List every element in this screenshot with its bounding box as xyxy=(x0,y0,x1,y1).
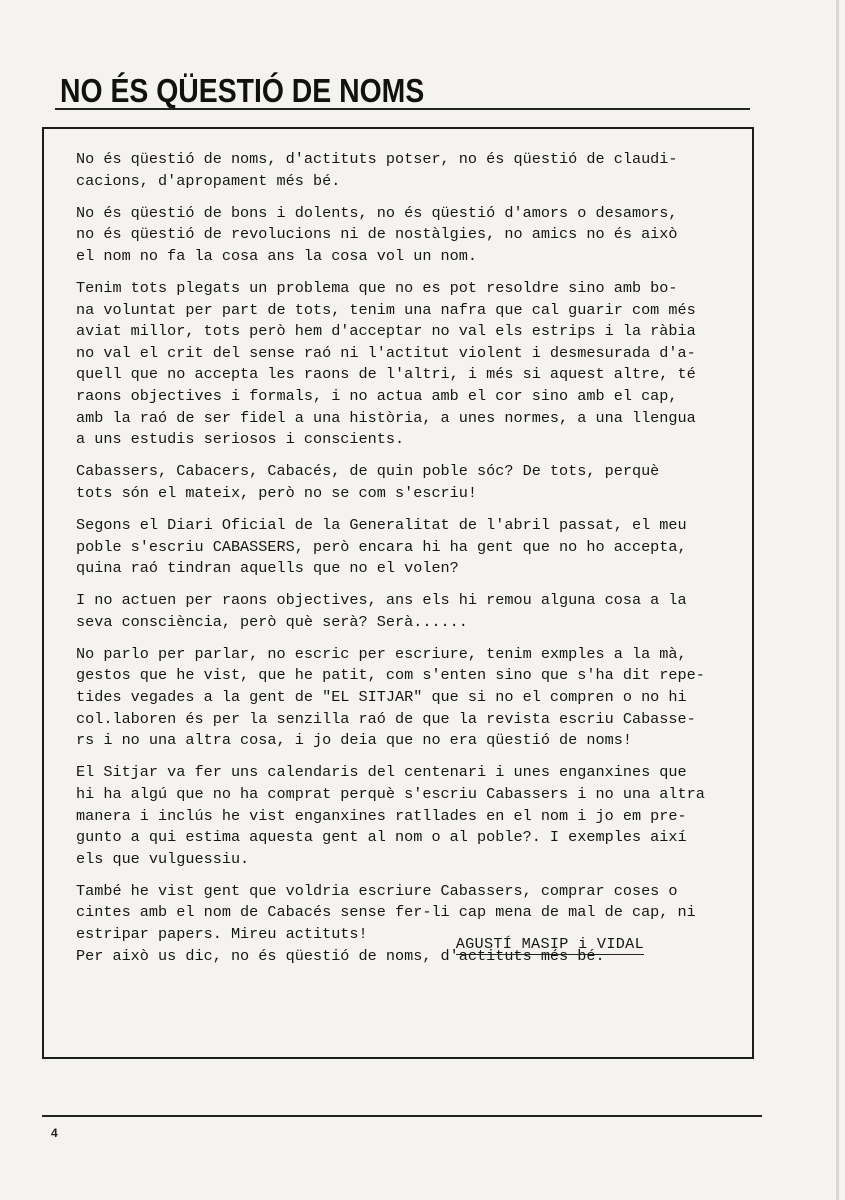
paragraph-10: Per això us dic, no és qüestió de noms, d'actituts més bé. xyxy=(76,946,605,965)
paragraph-6: I no actuen per raons objectives, ans els hi remou alguna cosa a la seva consciència, però què serà? Serà...... xyxy=(76,591,687,631)
page-edge-shadow xyxy=(836,0,839,1200)
paragraph-7: No parlo per parlar, no escric per escriure, tenim exmples a la mà, gestos que he vist, que he patit, com s'enten sino que s'ha dit repe- tides vegades a la gent de "EL SITJAR" que si no el compren o no hi col.laboren és per la senzilla raó de que la revista escriu Cabasse- rs i no una altra cosa, i jo deia que no era qüestió de noms! xyxy=(76,644,705,750)
paragraph-3: Tenim tots plegats un problema que no es pot resoldre sino amb bo- na voluntat per part de tots, tenim una nafra que cal guarir com més aviat millor, tots però hem d'acceptar no val els estrips i la ràbia no val el crit del sense raó ni l'actitut violent i desmesurada d'a- quell que no accepta les raons de l'altri, i més si aquest altre, té raons objectives i formals, i no actua amb el cor sino amb el cap, amb la raó de ser fidel a una història, a unes normes, a una llengua a uns estudis seriosos i conscients. xyxy=(76,278,696,449)
paragraph-8: El Sitjar va fer uns calendaris del centenari i unes enganxines que hi ha algú que no ha comprat perquè s'escriu Cabassers i no una altra manera i inclús he vist enganxines ratllades en el nom i jo em pre- gunto a qui estima aquesta gent al nom o al poble?. I exemples així els que vulguessiu. xyxy=(76,763,705,868)
article-body xyxy=(76,149,741,978)
paragraph-2: No és qüestió de bons i dolents, no és qüestió d'amors o desamors, no és qüestió de revolucions ni de nostàlgies, no amics no és això el nom no fa la cosa ans la cosa vol un nom. xyxy=(76,203,678,265)
author-signature: AGUSTÍ MASIP i VIDAL xyxy=(455,935,644,953)
paragraph-9: També he vist gent que voldria escriure Cabassers, comprar coses o cintes amb el nom de Cabacés sense fer-li cap mena de mal de cap, ni estripar papers. Mireu actituts! xyxy=(76,881,696,943)
page-number: 4 xyxy=(51,1126,58,1140)
signature-block xyxy=(44,935,709,955)
title-underline xyxy=(55,108,750,110)
paragraph-4: Cabassers, Cabacers, Cabacés, de quin poble sóc? De tots, perquè tots són el mateix, però no se com s'escriu! xyxy=(76,462,660,502)
paragraph-5: Segons el Diari Oficial de la Generalitat de l'abril passat, el meu poble s'escriu CABASSERS, però encara hi ha gent que no ho accepta, quina raó tindran aquells que no el volen? xyxy=(76,515,687,578)
footer-rule xyxy=(42,1115,762,1117)
paragraph-1: No és qüestió de noms, d'actituts potser, no és qüestió de claudi- cacions, d'apropament més bé. xyxy=(76,150,678,190)
article-box xyxy=(42,127,754,1059)
article-title: NO ÉS QÜESTIÓ DE NOMS xyxy=(60,72,425,109)
